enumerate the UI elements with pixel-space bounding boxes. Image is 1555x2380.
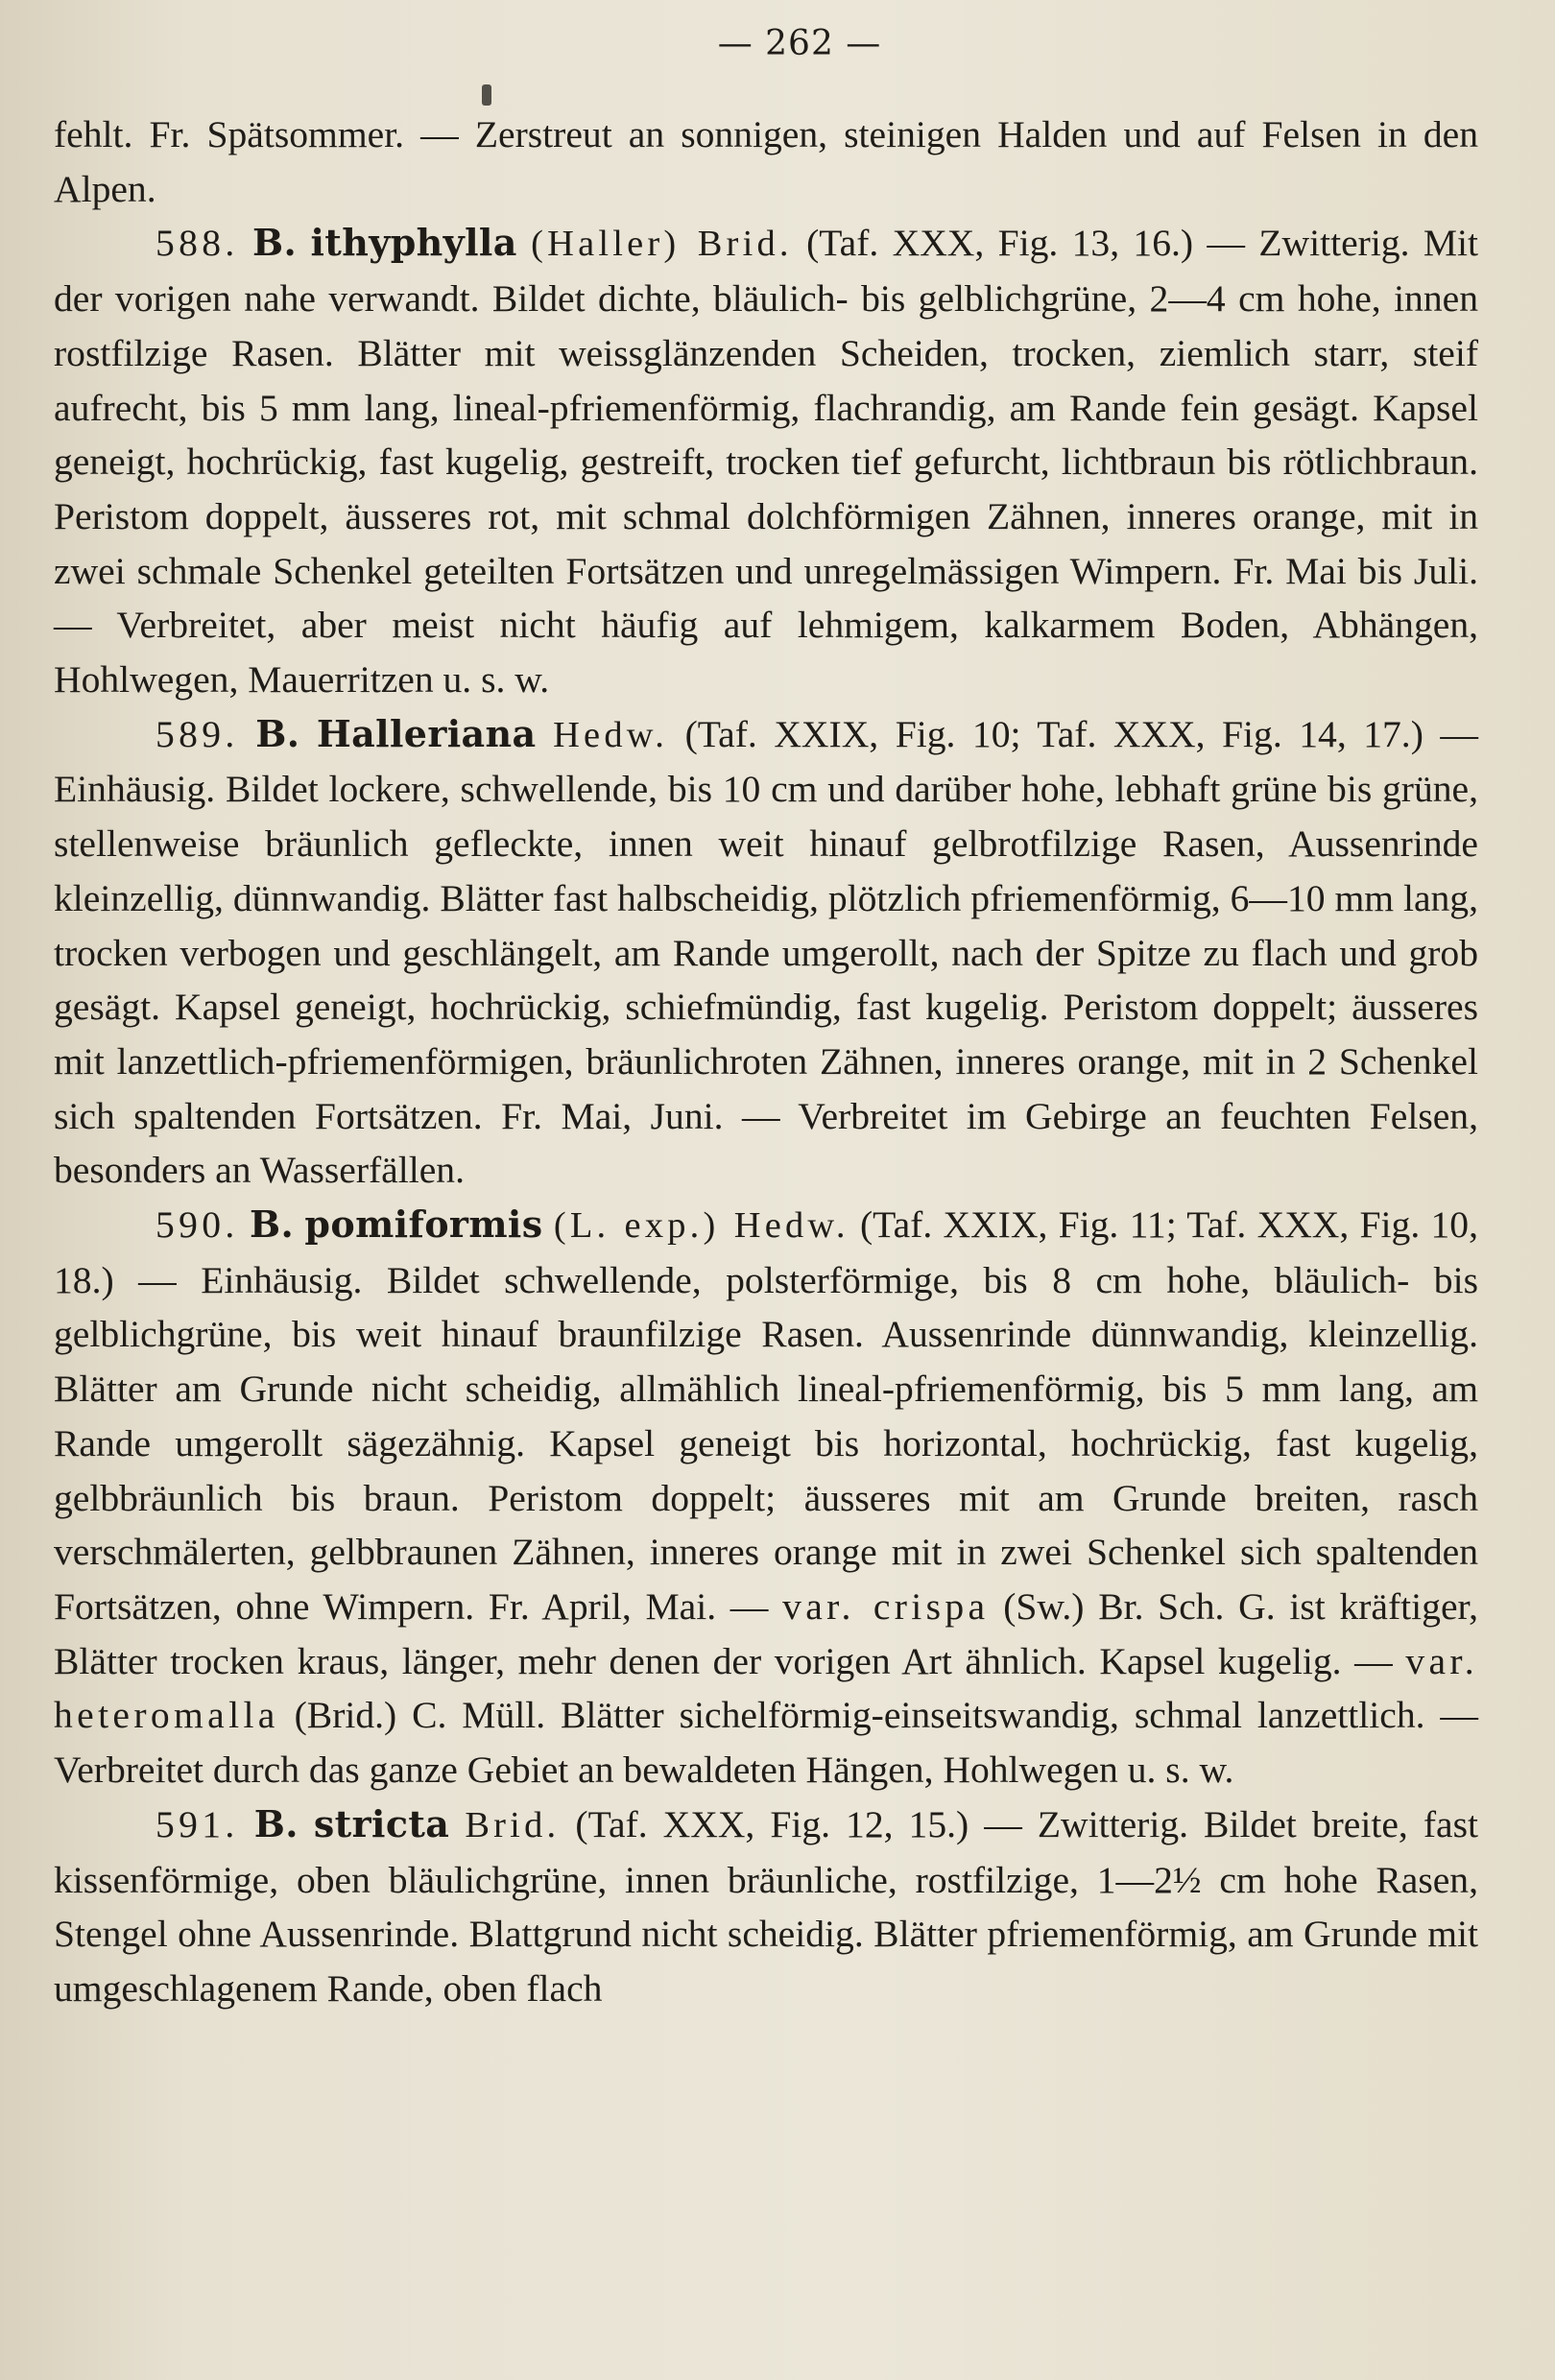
entry-591	[54, 1797, 1478, 2016]
entry-590	[54, 1198, 1478, 1797]
species-name: ithyphylla	[310, 221, 517, 265]
entry-description: (Taf. XXIX, Fig. 11; Taf. XXX, Fig. 10, 18.) — Einhäusig. Bildet schwellende, polsterförmige, bis 8 cm hohe, bläulich- bis gelblichgrüne, bis weit hinauf braunfilzige Rasen. Aussenrinde dünnwandig, kleinzellig. Blätter am Grunde nicht scheidig, allmählich lineal-pfriemenförmig, bis 5 mm lang, am Rande umgerollt sägezähnig. Kapsel geneigt bis horizontal, hochrückig, fast kugelig, gelbbräunlich bis braun. Peristom doppelt; äusseres mit am Grunde breiten, rasch verschmälerten, gelbbraunen Zähnen, inneres orange mit in zwei Schenkel sich spaltenden Fortsätzen, ohne Wimpern. Fr. April, Mai. —	[54, 1203, 1478, 1628]
genus-abbrev: B.	[255, 711, 300, 755]
variety-description: (Brid.) C. Müll. Blätter sichelförmig-einseitswandig, schmal lanzettlich. — Verbreitet durch das ganze Gebiet an bewaldeten Hängen, Hohlwegen u. s. w.	[54, 1694, 1478, 1792]
intro-paragraph	[54, 107, 1478, 216]
entry-588	[54, 216, 1478, 706]
species-name: pomiformis	[304, 1202, 543, 1247]
variety-name: var. heteromalla	[54, 1639, 1478, 1737]
ink-blot	[482, 84, 491, 106]
species-name: Halleriana	[316, 711, 537, 755]
entry-description: (Taf. XXX, Fig. 13, 16.) — Zwitterig. Mit der vorigen nahe verwandt. Bildet dichte, bläulich- bis gelblichgrüne, 2—4 cm hohe, innen rostfilzige Rasen. Blätter mit weissglänzenden Scheiden, trocken, ziemlich starr, steif aufrecht, bis 5 mm lang, lineal-pfriemenförmig, flachrandig, am Rande fein gesägt. Kapsel geneigt, hochrückig, fast kugelig, gestreift, trocken tief gefurcht, lichtbraun bis rötlichbraun. Peristom doppelt, äusseres rot, mit schmal dolchförmigen Zähnen, inneres orange, mit in zwei schmale Schenkel geteilten Fortsätzen und unregelmässigen Wimpern. Fr. Mai bis Juli. — Verbreitet, aber meist nicht häufig auf lehmigem, kalkarmem Boden, Abhängen, Hohlwegen, Mauerritzen u. s. w.	[54, 222, 1479, 702]
text-body	[54, 107, 1478, 2016]
genus-abbrev: B.	[249, 1202, 295, 1247]
genus-abbrev: B.	[253, 1801, 299, 1845]
intro-text: fehlt. Fr. Spätsommer. — Zerstreut an sonnigen, steinigen Halden und auf Felsen in den Alpen.	[54, 113, 1478, 210]
entry-description: (Taf. XXIX, Fig. 10; Taf. XXX, Fig. 14, 17.) — Einhäusig. Bildet lockere, schwellende, bis 10 cm und darüber hohe, lebhaft grüne bis grüne, stellenweise bräunlich gefleckte, innen weit hinauf gelbrotfilzige Rasen, Aussenrinde kleinzellig, dünnwandig. Blätter fast halbscheidig, plötzlich pfriemenförmig, 6—10 mm lang, trocken verbogen und geschlängelt, am Rande umgerollt, nach der Spitze zu flach und grob gesägt. Kapsel geneigt, hochrückig, schiefmündig, fast kugelig. Peristom doppelt; äusseres mit lanzettlich-pfriemenförmigen, bräunlichroten Zähnen, inneres orange, mit in 2 Schenkel sich spaltenden Fortsätzen. Fr. Mai, Juni. — Verbreitet im Gebirge an feuchten Felsen, besonders an Wasserfällen.	[54, 712, 1478, 1192]
entry-589	[54, 707, 1478, 1198]
page-number: — 262 —	[717, 24, 882, 63]
author-citation: Hedw.	[553, 714, 669, 755]
variety-description: (Sw.) Br. Sch. G. ist kräftiger, Blätter trocken kraus, länger, mehr denen der vorigen Art ähnlich. Kapsel kugelig. —	[54, 1584, 1478, 1682]
author-citation: (L. exp.) Hedw.	[553, 1205, 849, 1247]
author-citation: (Haller) Brid.	[531, 224, 793, 265]
genus-abbrev: B.	[252, 221, 298, 265]
entry-number: 591.	[156, 1802, 239, 1845]
entry-number: 589.	[156, 712, 239, 755]
variety-name: var. crispa	[782, 1584, 990, 1628]
entry-number: 588.	[156, 222, 239, 265]
entry-number: 590.	[156, 1203, 239, 1247]
entry-description: (Taf. XXX, Fig. 12, 15.) — Zwitterig. Bildet breite, fast kissenförmige, oben bläulichgrüne, innen bräunliche, rostfilzige, 1—2½ cm hohe Rasen, Stengel ohne Aussenrinde. Blattgrund nicht scheidig. Blätter pfriemenförmig, am Grunde mit umgeschlagenem Rande, oben flach	[54, 1802, 1479, 2010]
author-citation: Brid.	[465, 1804, 561, 1845]
species-name: stricta	[313, 1801, 450, 1845]
